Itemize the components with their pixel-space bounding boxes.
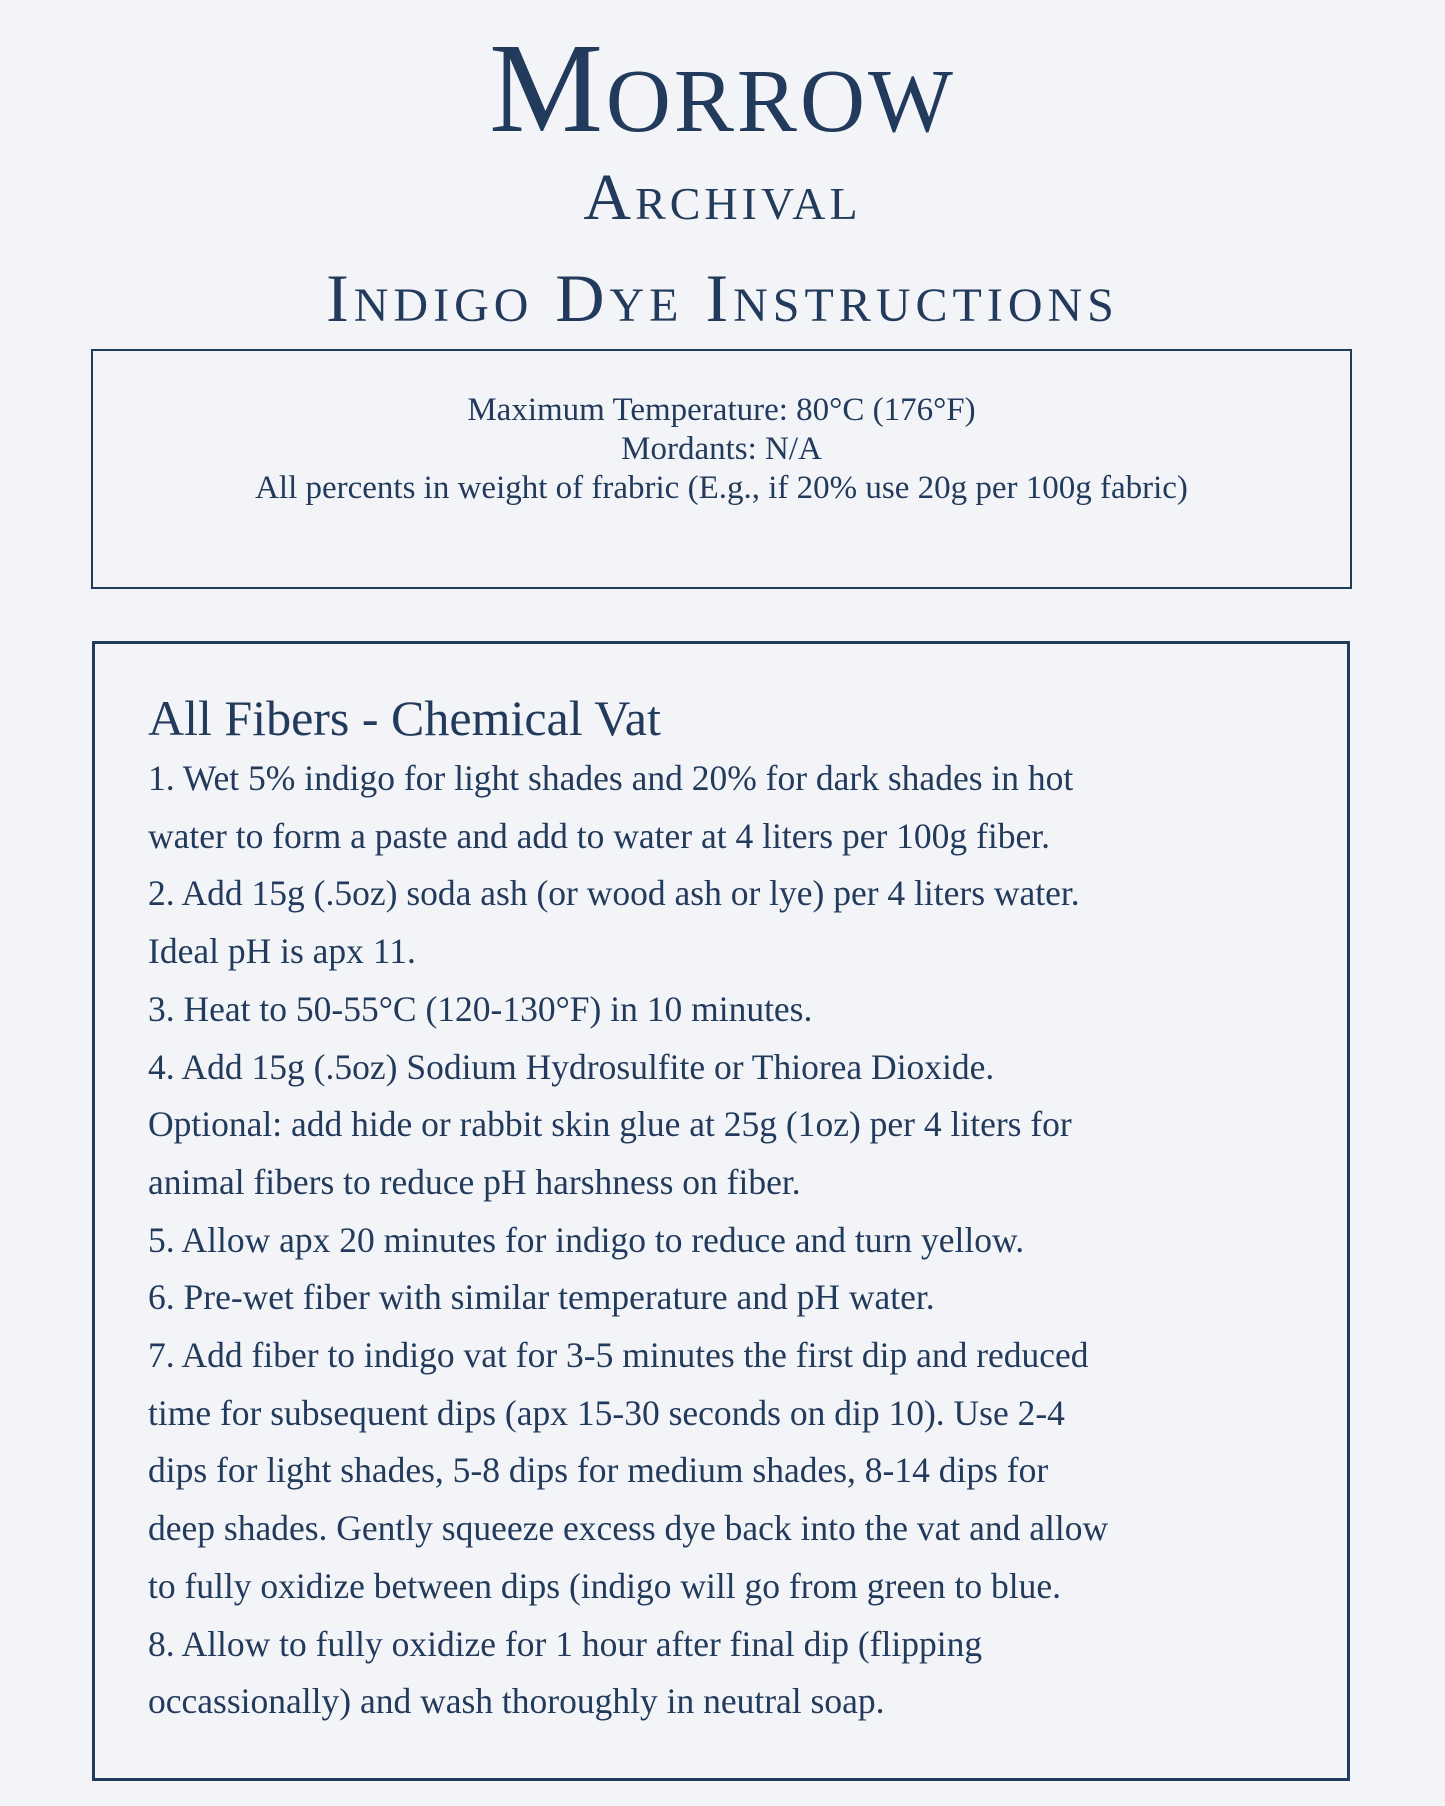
instruction-line: 5. Allow apx 20 minutes for indigo to reduce and turn yellow. — [148, 1219, 1025, 1260]
subtitle: Archival — [583, 161, 862, 234]
instruction-line: Ideal pH is apx 11. — [148, 931, 416, 972]
info-box — [91, 349, 1352, 589]
instruction-line: 4. Add 15g (.5oz) Sodium Hydrosulfite or Thiorea Dioxide. — [148, 1046, 995, 1087]
instruction-line: 3. Heat to 50-55°C (120-130°F) in 10 minutes. — [148, 988, 813, 1029]
page-title: Indigo Dye Instructions — [326, 260, 1119, 336]
brand-title: Morrow — [489, 17, 956, 159]
instruction-line: Optional: add hide or rabbit skin glue at 25g (1oz) per 4 liters for — [148, 1104, 1072, 1145]
instruction-line: occassionally) and wash thoroughly in neutral soap. — [148, 1681, 885, 1722]
instruction-line: to fully oxidize between dips (indigo will go from green to blue. — [148, 1565, 1061, 1606]
section-heading: All Fibers - Chemical Vat — [148, 690, 661, 746]
percent-note: All percents in weight of frabric (E.g., if 20% use 20g per 100g fabric) — [255, 470, 1188, 506]
instruction-line: dips for light shades, 5-8 dips for medium shades, 8-14 dips for — [148, 1450, 1049, 1491]
mordants: Mordants: N/A — [621, 431, 822, 467]
instruction-line: 1. Wet 5% indigo for light shades and 20% for dark shades in hot — [148, 758, 1074, 798]
instruction-line: 8. Allow to fully oxidize for 1 hour after final dip (flipping — [148, 1623, 983, 1664]
instruction-list — [148, 750, 1347, 1731]
instructions-box — [92, 641, 1350, 1781]
instruction-line: deep shades. Gently squeeze excess dye back into the vat and allow — [148, 1508, 1109, 1549]
instruction-line: water to form a paste and add to water at 4 liters per 100g fiber. — [148, 815, 1050, 856]
instruction-line: time for subsequent dips (apx 15-30 seconds on dip 10). Use 2-4 — [148, 1392, 1065, 1433]
instruction-line: 2. Add 15g (.5oz) soda ash (or wood ash or lye) per 4 liters water. — [148, 873, 1080, 914]
instruction-line: animal fibers to reduce pH harshness on fiber. — [148, 1161, 801, 1202]
max-temperature: Maximum Temperature: 80°C (176°F) — [467, 392, 976, 428]
instruction-line: 6. Pre-wet fiber with similar temperature and pH water. — [148, 1277, 935, 1318]
instruction-line: 7. Add fiber to indigo vat for 3-5 minutes the first dip and reduced — [148, 1335, 1089, 1376]
